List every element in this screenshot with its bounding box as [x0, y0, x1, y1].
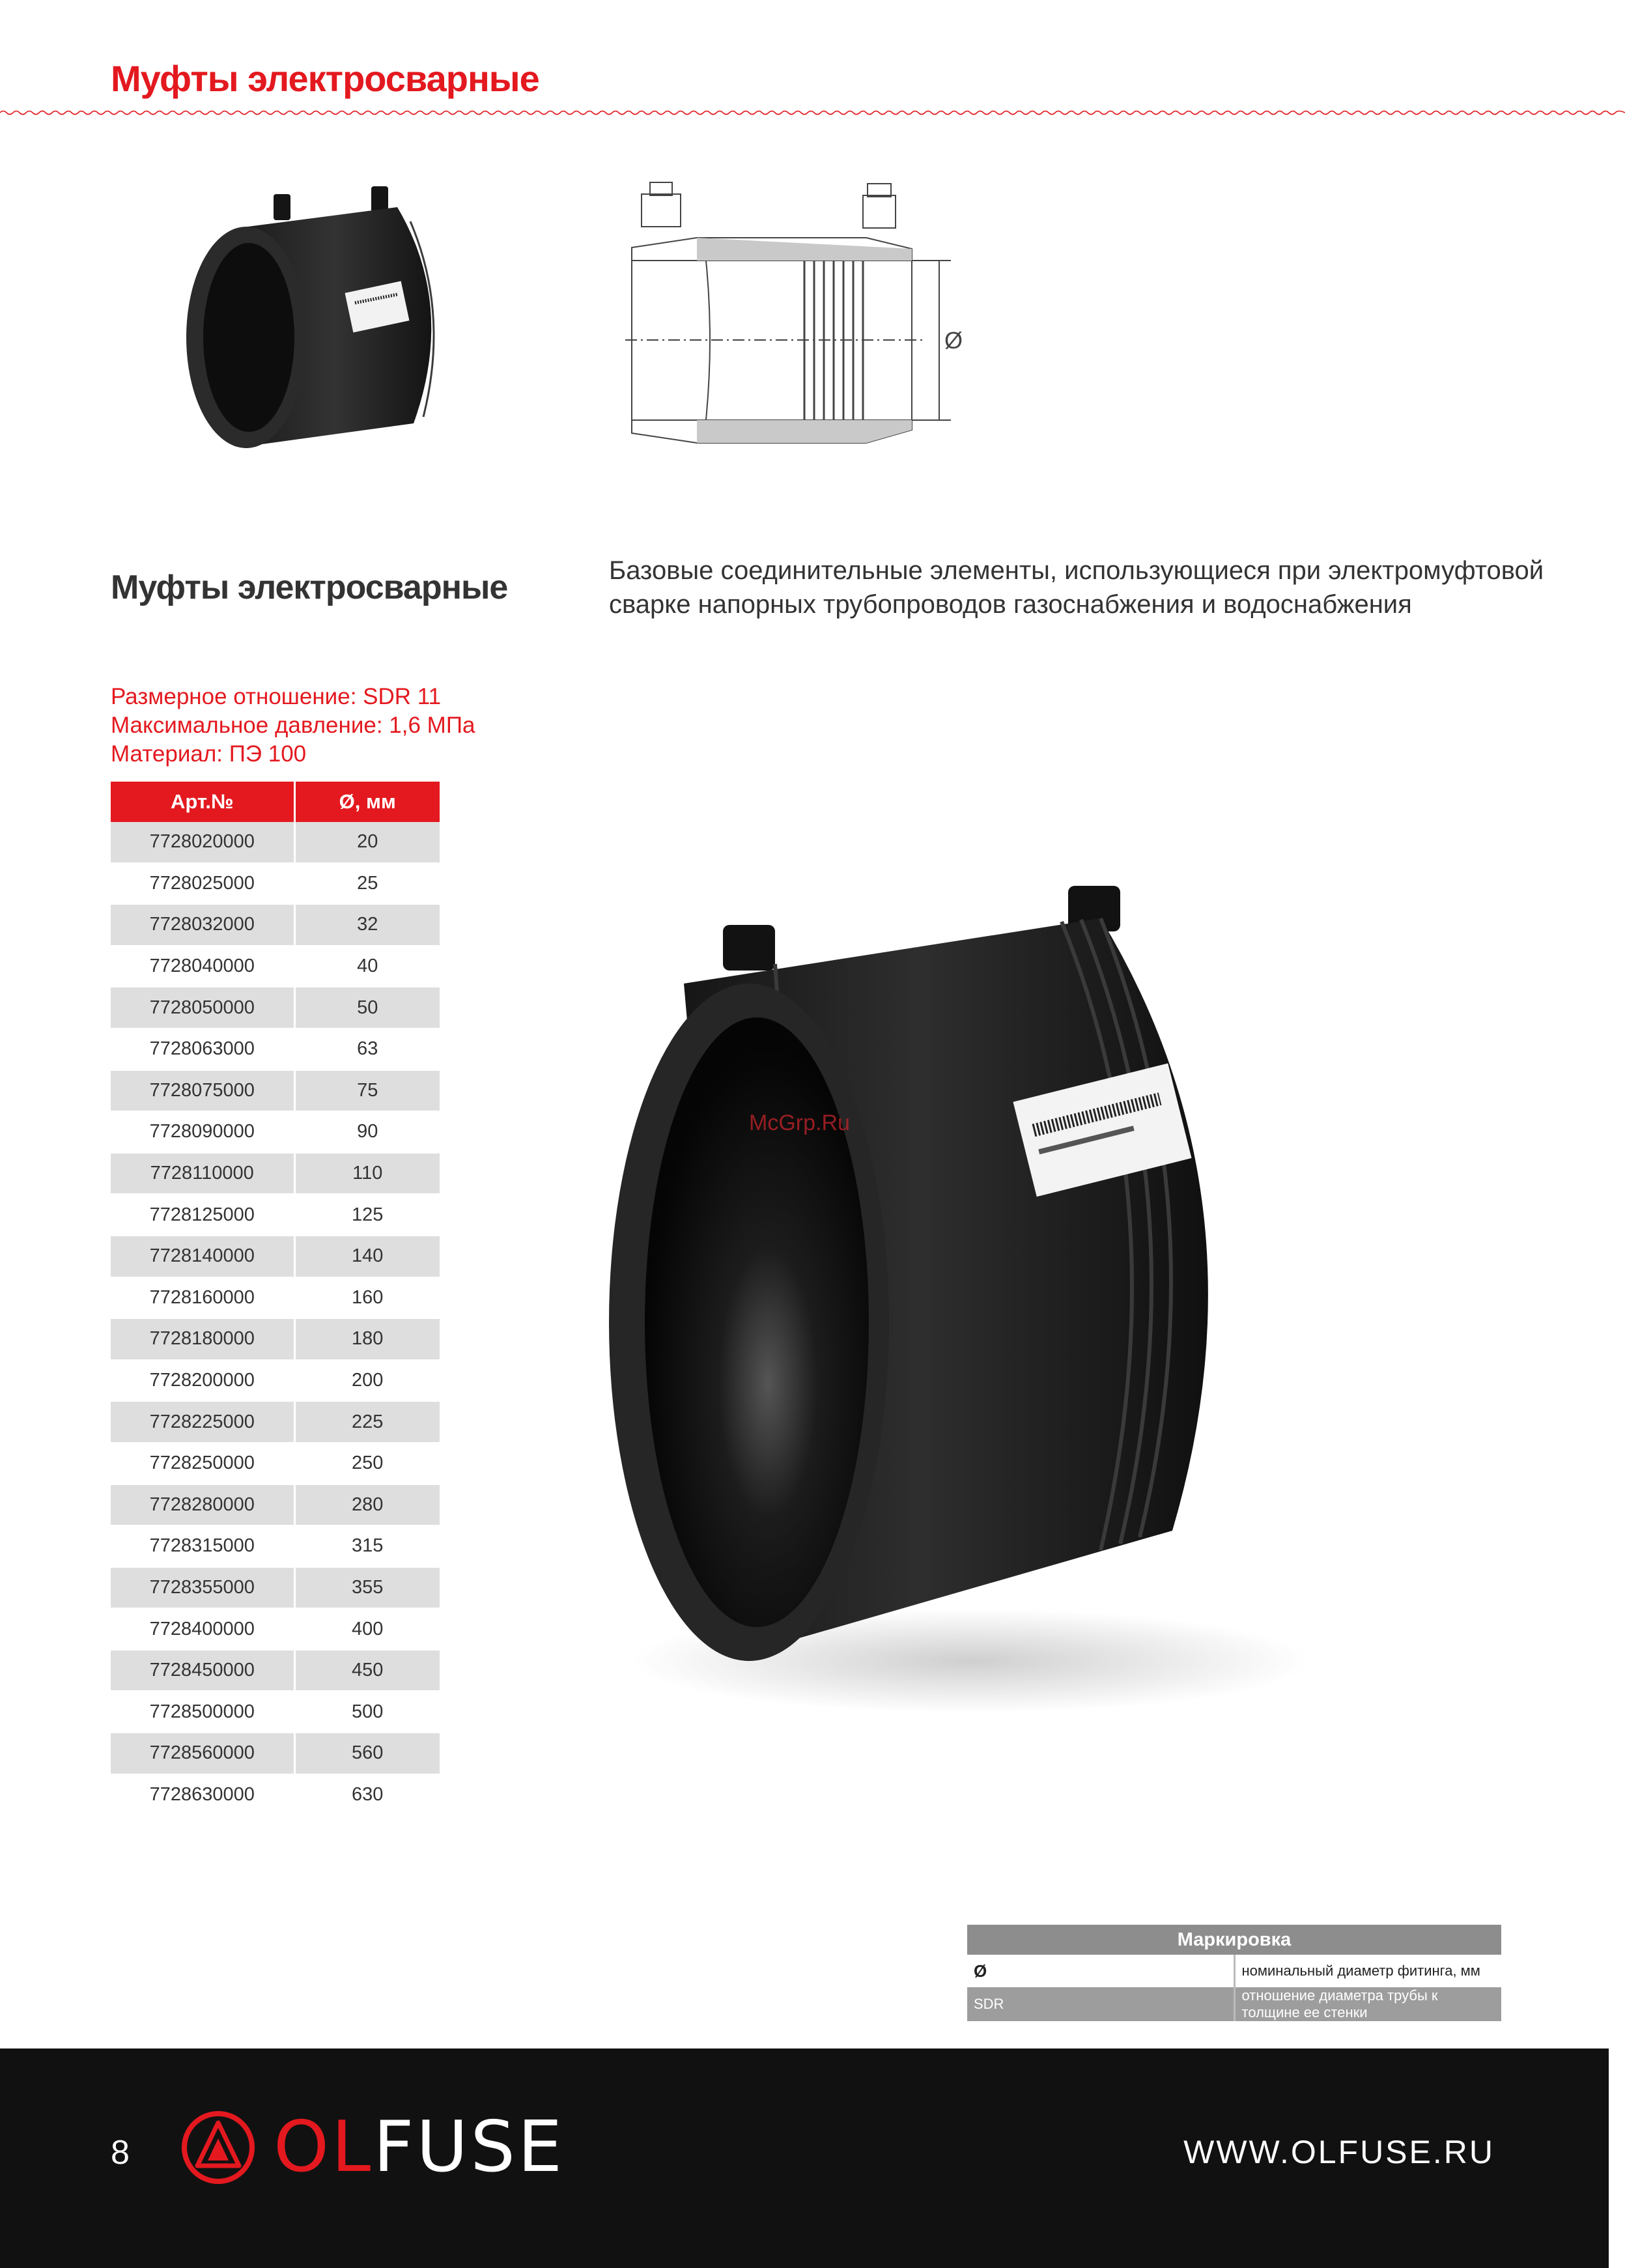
- article-number: 7728040000: [111, 946, 294, 987]
- spec-list: [111, 683, 475, 769]
- page-number: 8: [111, 2134, 130, 2172]
- heading-divider: [0, 109, 1625, 116]
- marking-row: [967, 1956, 1501, 1987]
- diameter-value: 75: [294, 1070, 440, 1112]
- diameter-value: 280: [294, 1484, 440, 1526]
- article-number: 7728160000: [111, 1277, 294, 1319]
- table-row: [111, 1277, 440, 1319]
- article-table-body: [111, 822, 440, 1815]
- coupling-photo-small: [176, 182, 482, 469]
- olfuse-logo-text: [274, 2108, 565, 2187]
- table-row: [111, 1360, 440, 1402]
- page-heading: Муфты электросварные: [111, 58, 539, 99]
- table-row: [111, 946, 440, 987]
- logo-fuse: FUSE: [373, 2106, 565, 2188]
- spec-pressure: Максимальное давление: 1,6 МПа: [111, 713, 475, 738]
- article-number: 7728630000: [111, 1774, 294, 1816]
- table-row: [111, 987, 440, 1028]
- spec-sdr: Размерное отношение: SDR 11: [111, 684, 442, 709]
- table-row: [111, 863, 440, 905]
- article-number: 7728050000: [111, 987, 294, 1028]
- diameter-value: 90: [294, 1111, 440, 1153]
- diameter-value: 355: [294, 1567, 440, 1609]
- table-row: [111, 1484, 440, 1526]
- diameter-value: 400: [294, 1608, 440, 1650]
- diameter-value: 40: [294, 946, 440, 987]
- diameter-value: 315: [294, 1525, 440, 1567]
- article-number: 7728180000: [111, 1318, 294, 1360]
- article-number: 7728200000: [111, 1360, 294, 1402]
- intro-line-2: сварке напорных трубопроводов газоснабжения и водоснабжения: [609, 590, 1412, 619]
- diameter-value: 32: [294, 904, 440, 946]
- table-row: [111, 904, 440, 946]
- table-row: [111, 1443, 440, 1484]
- diameter-value: 200: [294, 1360, 440, 1402]
- diameter-value: 630: [294, 1774, 440, 1816]
- table-row: [111, 1691, 440, 1733]
- table-header-row: [111, 782, 440, 822]
- marking-symbol: SDR: [967, 1987, 1234, 2022]
- intro-text: [609, 554, 1553, 621]
- diameter-value: 160: [294, 1277, 440, 1319]
- table-row: [111, 1318, 440, 1360]
- article-number: 7728225000: [111, 1401, 294, 1443]
- article-number: 7728020000: [111, 822, 294, 863]
- article-table: [111, 782, 440, 1816]
- article-number: 7728140000: [111, 1236, 294, 1277]
- diameter-value: 250: [294, 1443, 440, 1484]
- coupling-technical-drawing: [625, 176, 964, 475]
- article-number: 7728355000: [111, 1567, 294, 1609]
- table-row: [111, 1608, 440, 1650]
- article-number: 7728500000: [111, 1691, 294, 1733]
- article-number: 7728032000: [111, 904, 294, 946]
- table-row: [111, 1111, 440, 1153]
- diameter-value: 560: [294, 1733, 440, 1774]
- table-row: [111, 822, 440, 863]
- marking-description: отношение диаметра трубы к толщине ее стенки: [1234, 1987, 1501, 2022]
- coupling-photo-large: [606, 873, 1374, 1733]
- diameter-value: 63: [294, 1028, 440, 1070]
- footer: [0, 2048, 1609, 2268]
- header-article: Арт.№: [111, 782, 294, 822]
- diameter-value: 225: [294, 1401, 440, 1443]
- diameter-value: 180: [294, 1318, 440, 1360]
- intro-line-1: Базовые соединительные элементы, использующиеся при электромуфтовой: [609, 556, 1544, 585]
- marking-description: номинальный диаметр фитинга, мм: [1234, 1956, 1501, 1987]
- table-row: [111, 1774, 440, 1816]
- table-row: [111, 1525, 440, 1567]
- spec-material: Материал: ПЭ 100: [111, 741, 307, 767]
- diameter-value: 25: [294, 863, 440, 905]
- article-number: 7728090000: [111, 1111, 294, 1153]
- website-link[interactable]: WWW.OLFUSE.RU: [1183, 2134, 1495, 2170]
- article-number: 7728025000: [111, 863, 294, 905]
- table-row: [111, 1028, 440, 1070]
- olfuse-logo-icon: [179, 2108, 257, 2187]
- diameter-value: 140: [294, 1236, 440, 1277]
- marking-symbol: Ø: [967, 1956, 1234, 1987]
- article-number: 7728250000: [111, 1443, 294, 1484]
- diameter-symbol: Ø: [944, 327, 963, 354]
- logo-ol: OL: [274, 2106, 374, 2188]
- table-row: [111, 1733, 440, 1774]
- diameter-value: 110: [294, 1153, 440, 1195]
- watermark: McGrp.Ru: [749, 1111, 850, 1135]
- article-number: 7728110000: [111, 1153, 294, 1195]
- table-row: [111, 1650, 440, 1692]
- diameter-value: 500: [294, 1691, 440, 1733]
- article-number: 7728315000: [111, 1525, 294, 1567]
- article-number: 7728450000: [111, 1650, 294, 1692]
- header-diameter: Ø, мм: [294, 782, 440, 822]
- diameter-value: 20: [294, 822, 440, 863]
- article-number: 7728075000: [111, 1070, 294, 1112]
- diameter-value: 125: [294, 1194, 440, 1236]
- article-number: 7728063000: [111, 1028, 294, 1070]
- article-number: 7728400000: [111, 1608, 294, 1650]
- table-row: [111, 1236, 440, 1277]
- section-title: Муфты электросварные: [111, 569, 508, 606]
- marking-title: Маркировка: [967, 1925, 1501, 1956]
- marking-table: [967, 1925, 1501, 2021]
- article-number: 7728560000: [111, 1733, 294, 1774]
- marking-row: [967, 1987, 1501, 2022]
- diameter-value: 50: [294, 987, 440, 1028]
- table-row: [111, 1567, 440, 1609]
- article-number: 7728125000: [111, 1194, 294, 1236]
- article-number: 7728280000: [111, 1484, 294, 1526]
- diameter-value: 450: [294, 1650, 440, 1692]
- table-row: [111, 1070, 440, 1112]
- table-row: [111, 1153, 440, 1195]
- table-row: [111, 1194, 440, 1236]
- table-row: [111, 1401, 440, 1443]
